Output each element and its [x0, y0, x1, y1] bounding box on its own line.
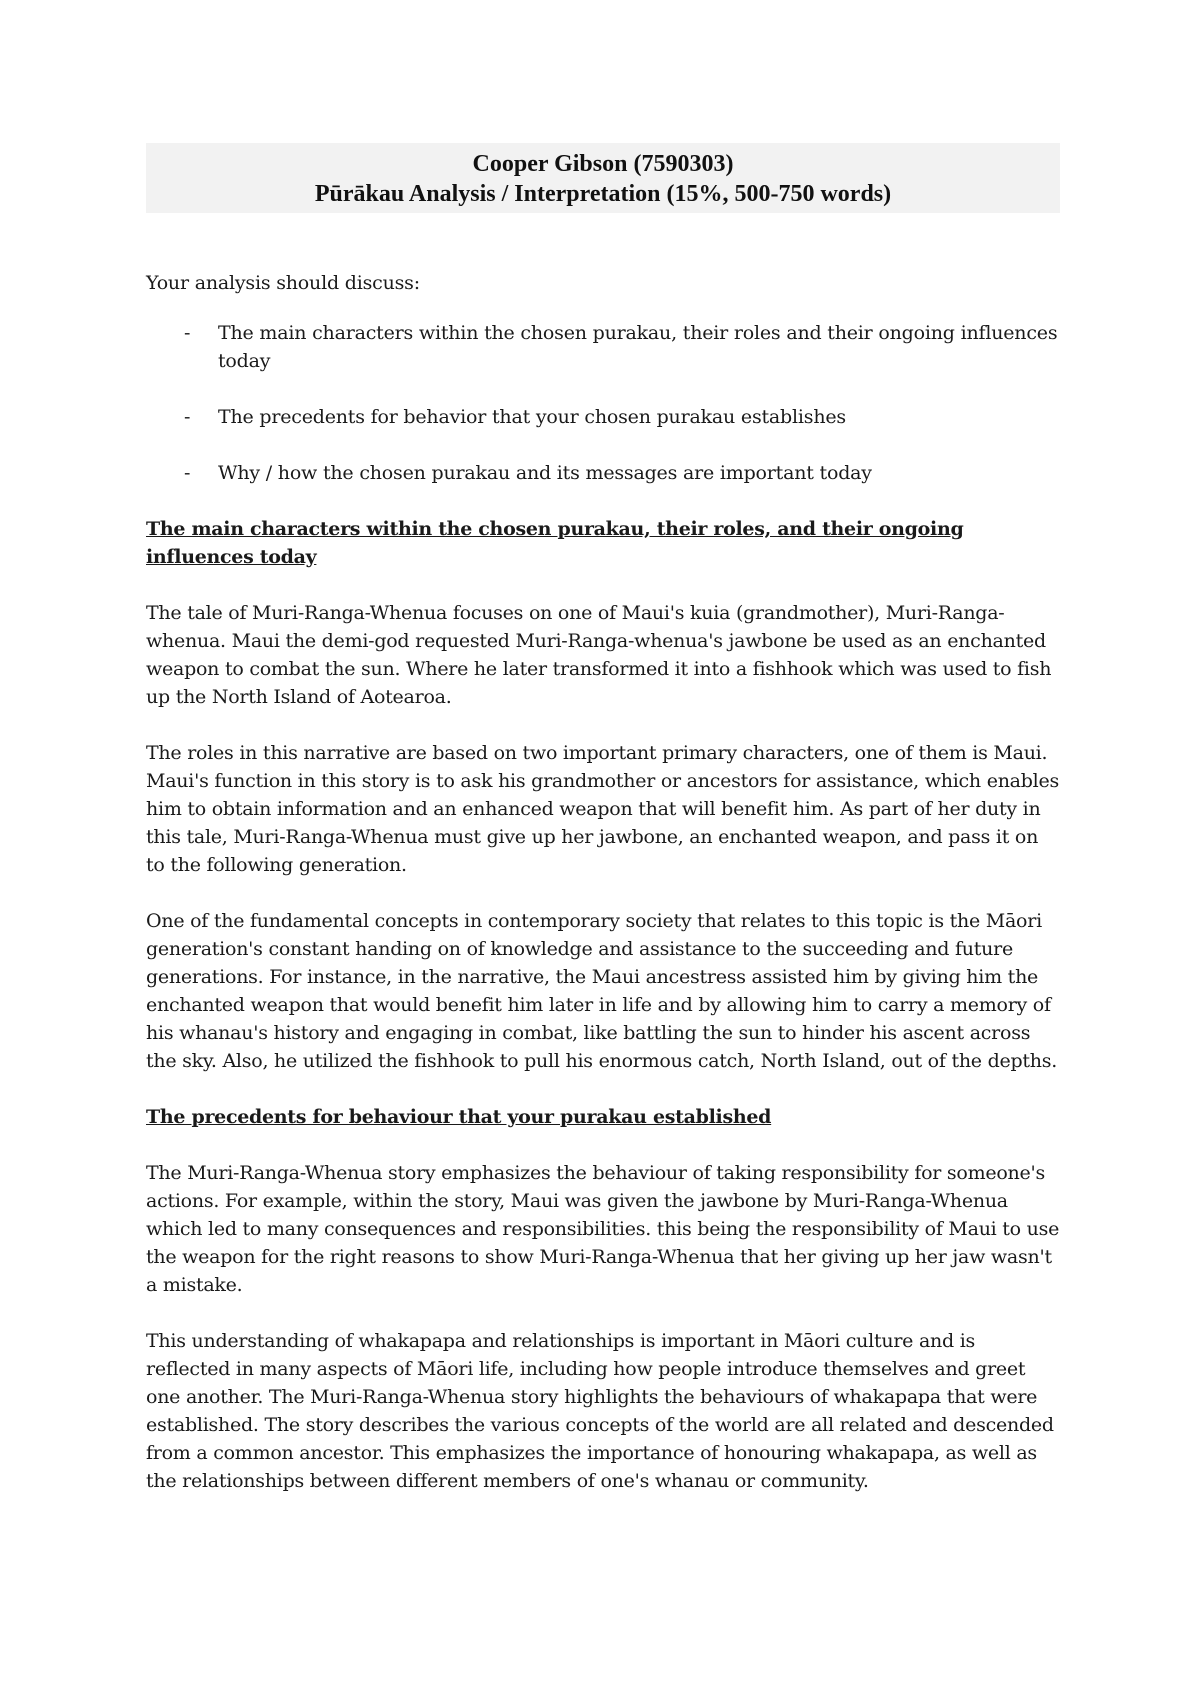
- section-heading-characters: The main characters within the chosen purakau, their roles, and their ongoing influences today: [146, 518, 964, 568]
- list-item: [146, 403, 1060, 431]
- title-block: [146, 143, 1060, 213]
- section-heading-precedents: The precedents for behaviour that your purakau established: [146, 1106, 772, 1128]
- list-item-text: The main characters within the chosen purakau, their roles and their ongoing influences today: [218, 322, 1058, 372]
- paragraph: This understanding of whakapapa and relationships is important in Māori culture and is reflected in many aspects of Māori life, including how people introduce themselves and greet one another. The Muri-Ranga-Whenua story highlights the behaviours of whakapapa that were established. The story describes the various concepts of the world are all related and descended from a common ancestor. This emphasizes the importance of honouring whakapapa, as well as the relationships between different members of one's whanau or community.: [146, 1330, 1054, 1492]
- document-page: [146, 143, 1060, 1495]
- list-marker: -: [184, 462, 191, 484]
- intro-text: Your analysis should discuss:: [146, 272, 420, 294]
- paragraph: The tale of Muri-Ranga-Whenua focuses on one of Maui's kuia (grandmother), Muri-Ranga-whenua. Maui the demi-god requested Muri-Ranga-whenua's jawbone be used as an enchanted weapon to combat the sun. Where he later transformed it into a fishhook which was used to fish up the North Island of Aotearoa.: [146, 602, 1052, 708]
- list-marker: -: [184, 322, 191, 344]
- list-item-text: Why / how the chosen purakau and its messages are important today: [218, 462, 872, 484]
- list-marker: -: [184, 406, 191, 428]
- paragraph: One of the fundamental concepts in contemporary society that relates to this topic is the Māori generation's constant handing on of knowledge and assistance to the succeeding and future generations. For instance, in the narrative, the Maui ancestress assisted him by giving him the enchanted weapon that would benefit him later in life and by allowing him to carry a memory of his whanau's history and engaging in combat, like battling the sun to hinder his ascent across the sky. Also, he utilized the fishhook to pull his enormous catch, North Island, out of the depths.: [146, 910, 1058, 1072]
- list-item-text: The precedents for behavior that your chosen purakau establishes: [218, 406, 846, 428]
- author-line: Cooper Gibson (7590303): [472, 151, 734, 177]
- paragraph: The roles in this narrative are based on two important primary characters, one of them is Maui. Maui's function in this story is to ask his grandmother or ancestors for assistance, which enables him to obtain information and an enhanced weapon that will benefit him. As part of her duty in this tale, Muri-Ranga-Whenua must give up her jawbone, an enchanted weapon, and pass it on to the following generation.: [146, 742, 1059, 876]
- list-item: [146, 459, 1060, 487]
- requirements-list: [146, 319, 1060, 487]
- paragraph: The Muri-Ranga-Whenua story emphasizes the behaviour of taking responsibility for someone's actions. For example, within the story, Maui was given the jawbone by Muri-Ranga-Whenua which led to many consequences and responsibilities. this being the responsibility of Maui to use the weapon for the right reasons to show Muri-Ranga-Whenua that her giving up her jaw wasn't a mistake.: [146, 1162, 1060, 1296]
- assignment-title: Pūrākau Analysis / Interpretation (15%, 500-750 words): [314, 181, 892, 207]
- list-item: [146, 319, 1060, 375]
